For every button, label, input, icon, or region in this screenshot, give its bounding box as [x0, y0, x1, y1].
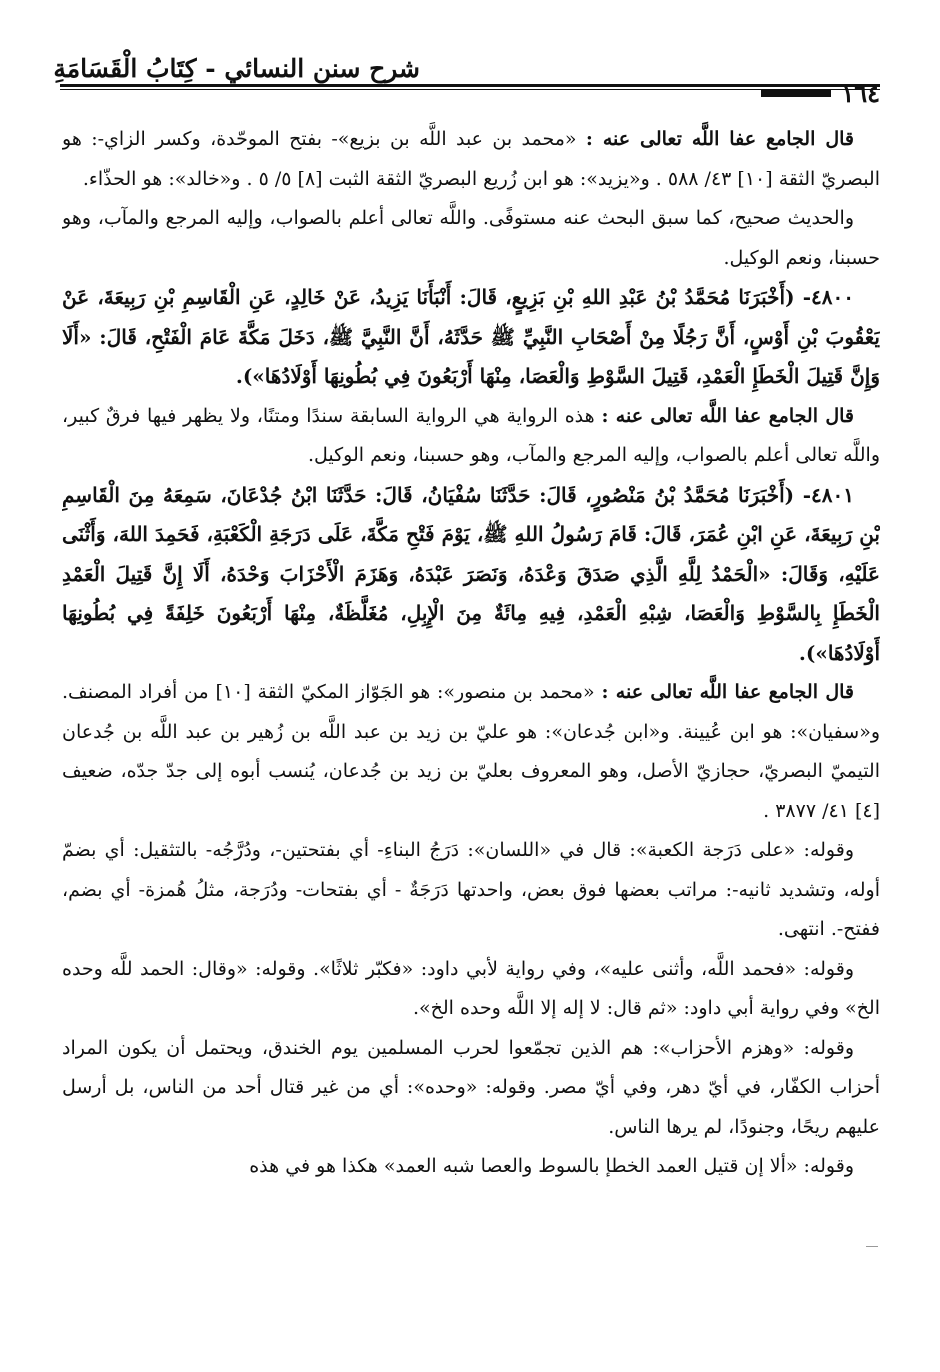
page-number-block [690, 78, 880, 108]
commentator-label: قال الجامع عفا اللَّه تعالى عنه : [601, 681, 854, 703]
paragraph-explanation-2: وقوله: «فحمد اللَّه، وأثنى عليه»، وفي رواية لأبي داود: «فكبّر ثلاثًا». وقوله: «وقال: الحمد للَّه وحده الخ» وفي رواية أبي داود: «ثم قال: لا إله إلا اللَّه وحده الخ». [62, 957, 880, 1019]
commentator-label: قال الجامع عفا اللَّه تعالى عنه : [601, 404, 854, 427]
hadith-4800: ٤٨٠٠- (أَخْبَرَنَا مُحَمَّدُ بْنُ عَبْدِ اللهِ بْنِ بَزِيعٍ، قَالَ: أَنْبَأَنَا يَزِيدُ، عَنْ خَالِدٍ، عَنِ الْقَاسِمِ بْنِ رَبِيعَةَ، عَنْ يَعْقُوبَ بْنِ أَوْسٍ، أَنَّ رَجُلًا مِنْ أَصْحَابِ النَّبِيِّ ﷺ حَدَّثَهُ، أَنَّ النَّبِيَّ ﷺ، دَخَلَ مَكَّةَ عَامَ الْفَتْحِ، قَالَ: «أَلَا وَإِنَّ قَتِيلَ الْخَطَإِ الْعَمْدِ، قَتِيلَ السَّوْطِ وَالْعَصَا، مِنْهَا أَرْبَعُونَ فِي بُطُونِهَا أَوْلَادُهَا»). [62, 285, 880, 388]
paragraph-ruling-1: والحديث صحيح، كما سبق البحث عنه مستوفًى. واللَّه تعالى أعلم بالصواب، وإليه المرجع والمآب، وهو حسبنا، ونعم الوكيل. [62, 207, 880, 269]
paragraph-commentary-3 [62, 673, 880, 831]
margin-mark [866, 1246, 878, 1247]
paragraph-explanation-1: وقوله: «على دَرَجة الكعبة»: قال في «اللسان»: دَرَجُ البناءِ- أي بفتحتين-، ودُرَّجُه- بالتثقيل: أي بضمّ أوله، وتشديد ثانيه-: مراتب بعضها فوق بعض، واحدتها دَرَجَةٌ - أي بفتحات- ودُرَجة، مثلُ هُمزة- أي بضم، ففتح-. انتهى. [62, 839, 880, 940]
running-header-title: شرح سنن النسائي - كِتَابُ الْقَسَامَةِ [53, 54, 420, 83]
hadith-4801: ٤٨٠١- (أَخْبَرَنَا مُحَمَّدُ بْنُ مَنْصُورٍ، قَالَ: حَدَّثَنَا سُفْيَانُ، قَالَ: حَدَّثَنَا ابْنُ جُدْعَانَ، سَمِعَهُ مِنَ الْقَاسِمِ بْنِ رَبِيعَةَ، عَنِ ابْنِ عُمَرَ، قَالَ: قَامَ رَسُولُ اللهِ ﷺ، يَوْمَ فَتْحِ مَكَّةَ، عَلَى دَرَجَةِ الْكَعْبَةِ، فَحَمِدَ اللهَ، وَأَثْنَى عَلَيْهِ، وَقَالَ: «الْحَمْدُ لِلَّهِ الَّذِي صَدَقَ وَعْدَهُ، وَنَصَرَ عَبْدَهُ، وَهَزَمَ الْأَحْزَابَ وَحْدَهُ، أَلَا إِنَّ قَتِيلَ الْعَمْدِ الْخَطَإِ بِالسَّوْطِ وَالْعَصَا، شِبْهِ الْعَمْدِ، فِيهِ مِائَةٌ مِنَ الْإِبِلِ، مُغَلَّظَةٌ، مِنْهَا أَرْبَعُونَ خَلِفَةً فِي بُطُونِهَا أَوْلَادُهَا»). [62, 482, 880, 665]
paragraph-text: «محمد بن منصور»: هو الجَوّاز المكيّ الثقة [١٠] من أفراد المصنف. و«سفيان»: هو ابن عُيينة. و«ابن جُدعان»: هو عليّ بن زيد بن عبد اللَّه بن زُهير بن عبد اللَّه بن جُدعان التيميّ البصريّ، حجازيّ الأصل، وهو المعروف بعليّ بن زيد بن جُدعان، يُنسب أبوه إلى جدّ جدّه، ضعيف [٤] ٤١/ ٣٨٧٧ . [62, 681, 880, 822]
page-number: ١٦٤ [841, 78, 880, 108]
commentator-label: قال الجامع عفا اللَّه تعالى عنه : [585, 128, 854, 150]
paragraph-explanation-3: وقوله: «وهزم الأحزاب»: هم الذين تجمّعوا لحرب المسلمين يوم الخندق، ويحتمل أن يكون المراد أحزاب الكفّار، في أيّ دهر، وفي أيّ مصر. وقوله: «وحده»: أي من غير قتال أحد من الناس، بل أرسل عليهم ريحًا، وجنودًا، لم يرها الناس. [62, 1036, 880, 1138]
paragraph-commentary-1 [62, 120, 880, 199]
paragraph-text: «محمد بن عبد اللَّه بن بزيع»- بفتح الموحّدة، وكسر الزاي-: هو البصريّ الثقة [١٠] ٤٣/ ٥٨٨ . و«يزيد»: هو ابن زُريع البصريّ الثقة الثبت [٨] ٥/ ٥ . و«خالد»: هو الحذّاء. [62, 128, 880, 190]
paragraph-explanation-4: وقوله: «ألا إن قتيل العمد الخطإ بالسوط والعصا شبه العمد» هكذا هو في هذه [249, 1155, 854, 1177]
paragraph-commentary-2 [62, 397, 880, 476]
body-text [62, 120, 880, 1342]
page-number-bar [761, 89, 831, 97]
paragraph-text: هذه الرواية هي الرواية السابقة سندًا ومتنًا، ولا يظهر فيها فرقٌ كبير، واللَّه تعالى أعلم بالصواب، وإليه المرجع والمآب، وهو حسبنا، ونعم الوكيل. [62, 404, 880, 466]
